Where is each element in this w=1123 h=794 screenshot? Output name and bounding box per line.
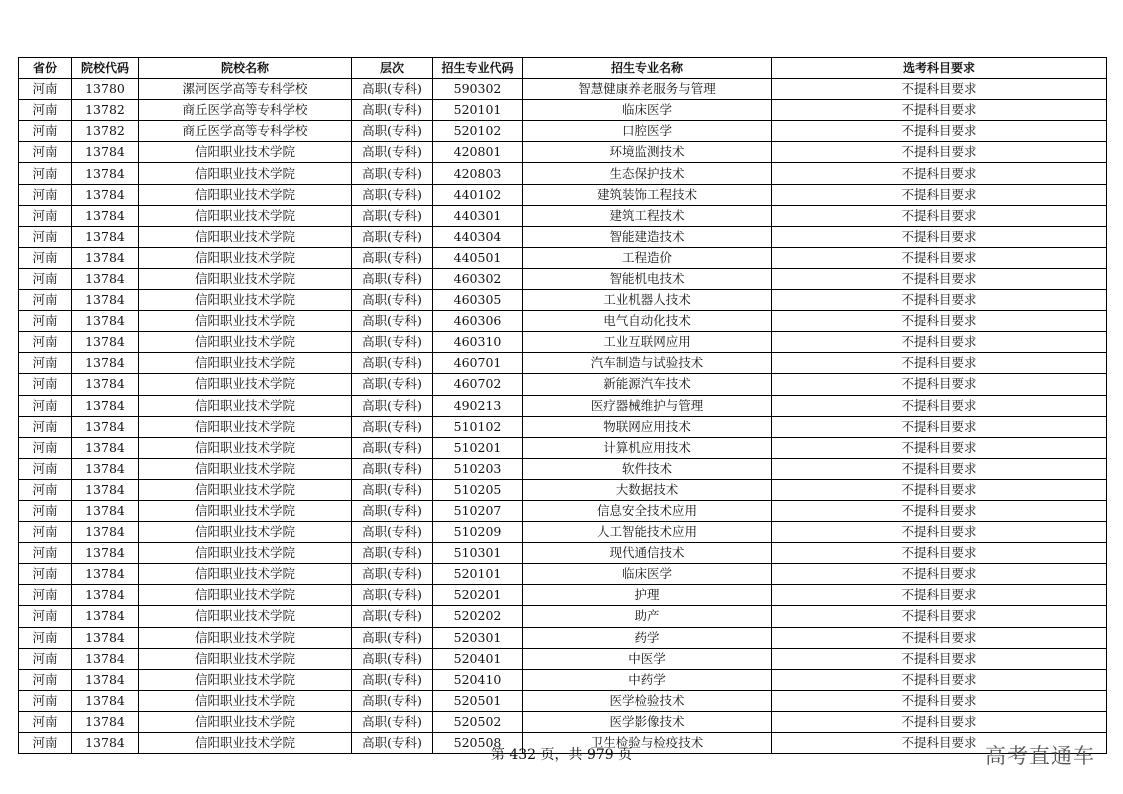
- cell-school-name: 信阳职业技术学院: [139, 416, 352, 437]
- cell-province: 河南: [19, 163, 72, 184]
- cell-subject-requirement: 不提科目要求: [772, 669, 1107, 690]
- cell-major-code: 420801: [433, 142, 523, 163]
- table-row: [19, 184, 1107, 205]
- cell-level: 高职(专科): [352, 311, 433, 332]
- cell-major-code: 520101: [433, 100, 523, 121]
- table-row: [19, 479, 1107, 500]
- table-row: [19, 100, 1107, 121]
- cell-school-name: 信阳职业技术学院: [139, 543, 352, 564]
- cell-level: 高职(专科): [352, 416, 433, 437]
- cell-school-name: 信阳职业技术学院: [139, 374, 352, 395]
- cell-school-code: 13780: [72, 79, 139, 100]
- cell-school-name: 信阳职业技术学院: [139, 585, 352, 606]
- table-row: [19, 121, 1107, 142]
- cell-major-name: 人工智能技术应用: [523, 522, 772, 543]
- cell-major-code: 440304: [433, 226, 523, 247]
- cell-province: 河南: [19, 247, 72, 268]
- header-major-name: 招生专业名称: [523, 58, 772, 79]
- cell-subject-requirement: 不提科目要求: [772, 690, 1107, 711]
- cell-school-code: 13784: [72, 247, 139, 268]
- cell-level: 高职(专科): [352, 585, 433, 606]
- cell-school-code: 13784: [72, 142, 139, 163]
- cell-school-code: 13784: [72, 479, 139, 500]
- cell-school-name: 信阳职业技术学院: [139, 690, 352, 711]
- table-row: [19, 458, 1107, 479]
- cell-school-code: 13784: [72, 332, 139, 353]
- cell-major-code: 440501: [433, 247, 523, 268]
- table-row: [19, 543, 1107, 564]
- cell-subject-requirement: 不提科目要求: [772, 79, 1107, 100]
- cell-major-name: 口腔医学: [523, 121, 772, 142]
- cell-level: 高职(专科): [352, 479, 433, 500]
- cell-school-name: 信阳职业技术学院: [139, 184, 352, 205]
- cell-province: 河南: [19, 290, 72, 311]
- cell-province: 河南: [19, 669, 72, 690]
- cell-subject-requirement: 不提科目要求: [772, 100, 1107, 121]
- cell-province: 河南: [19, 205, 72, 226]
- cell-province: 河南: [19, 522, 72, 543]
- table-row: [19, 353, 1107, 374]
- cell-school-code: 13784: [72, 437, 139, 458]
- cell-level: 高职(专科): [352, 184, 433, 205]
- cell-major-code: 510102: [433, 416, 523, 437]
- cell-school-code: 13784: [72, 205, 139, 226]
- table-row: [19, 268, 1107, 289]
- cell-province: 河南: [19, 479, 72, 500]
- cell-major-name: 物联网应用技术: [523, 416, 772, 437]
- cell-school-name: 信阳职业技术学院: [139, 522, 352, 543]
- cell-school-code: 13784: [72, 606, 139, 627]
- table-row: [19, 522, 1107, 543]
- cell-school-code: 13784: [72, 669, 139, 690]
- table-header-row: [19, 58, 1107, 79]
- cell-province: 河南: [19, 226, 72, 247]
- cell-major-name: 药学: [523, 627, 772, 648]
- enrollment-table: [18, 57, 1107, 754]
- cell-major-code: 520202: [433, 606, 523, 627]
- cell-school-code: 13784: [72, 733, 139, 754]
- cell-level: 高职(专科): [352, 142, 433, 163]
- cell-province: 河南: [19, 353, 72, 374]
- cell-school-code: 13782: [72, 100, 139, 121]
- cell-school-name: 信阳职业技术学院: [139, 353, 352, 374]
- cell-school-name: 信阳职业技术学院: [139, 648, 352, 669]
- cell-school-name: 信阳职业技术学院: [139, 247, 352, 268]
- cell-school-name: 信阳职业技术学院: [139, 311, 352, 332]
- cell-major-code: 510301: [433, 543, 523, 564]
- cell-level: 高职(专科): [352, 247, 433, 268]
- cell-province: 河南: [19, 374, 72, 395]
- cell-major-name: 中药学: [523, 669, 772, 690]
- cell-school-name: 信阳职业技术学院: [139, 458, 352, 479]
- cell-level: 高职(专科): [352, 332, 433, 353]
- cell-subject-requirement: 不提科目要求: [772, 121, 1107, 142]
- cell-subject-requirement: 不提科目要求: [772, 247, 1107, 268]
- cell-province: 河南: [19, 100, 72, 121]
- cell-school-name: 信阳职业技术学院: [139, 711, 352, 732]
- cell-major-code: 460702: [433, 374, 523, 395]
- cell-school-code: 13784: [72, 458, 139, 479]
- cell-major-code: 460306: [433, 311, 523, 332]
- cell-province: 河南: [19, 690, 72, 711]
- cell-major-code: 460701: [433, 353, 523, 374]
- cell-subject-requirement: 不提科目要求: [772, 205, 1107, 226]
- cell-province: 河南: [19, 564, 72, 585]
- cell-province: 河南: [19, 606, 72, 627]
- cell-school-code: 13784: [72, 522, 139, 543]
- cell-school-name: 信阳职业技术学院: [139, 606, 352, 627]
- cell-school-code: 13784: [72, 500, 139, 521]
- cell-major-name: 临床医学: [523, 100, 772, 121]
- cell-level: 高职(专科): [352, 522, 433, 543]
- table-row: [19, 711, 1107, 732]
- cell-subject-requirement: 不提科目要求: [772, 290, 1107, 311]
- cell-major-name: 医学影像技术: [523, 711, 772, 732]
- cell-major-code: 490213: [433, 395, 523, 416]
- cell-province: 河南: [19, 648, 72, 669]
- cell-school-code: 13784: [72, 543, 139, 564]
- table-row: [19, 669, 1107, 690]
- table-row: [19, 142, 1107, 163]
- cell-subject-requirement: 不提科目要求: [772, 142, 1107, 163]
- cell-major-code: 440102: [433, 184, 523, 205]
- cell-school-name: 信阳职业技术学院: [139, 437, 352, 458]
- cell-major-name: 大数据技术: [523, 479, 772, 500]
- cell-subject-requirement: 不提科目要求: [772, 711, 1107, 732]
- cell-school-code: 13784: [72, 163, 139, 184]
- table-row: [19, 416, 1107, 437]
- cell-subject-requirement: 不提科目要求: [772, 458, 1107, 479]
- cell-level: 高职(专科): [352, 353, 433, 374]
- cell-level: 高职(专科): [352, 606, 433, 627]
- cell-major-code: 520401: [433, 648, 523, 669]
- cell-major-code: 520508: [433, 733, 523, 754]
- table-row: [19, 311, 1107, 332]
- cell-major-name: 工业互联网应用: [523, 332, 772, 353]
- cell-province: 河南: [19, 500, 72, 521]
- cell-major-name: 环境监测技术: [523, 142, 772, 163]
- cell-school-name: 信阳职业技术学院: [139, 268, 352, 289]
- cell-school-code: 13784: [72, 290, 139, 311]
- cell-level: 高职(专科): [352, 690, 433, 711]
- cell-school-name: 信阳职业技术学院: [139, 669, 352, 690]
- cell-level: 高职(专科): [352, 205, 433, 226]
- cell-level: 高职(专科): [352, 290, 433, 311]
- table-row: [19, 648, 1107, 669]
- cell-major-name: 智能机电技术: [523, 268, 772, 289]
- cell-subject-requirement: 不提科目要求: [772, 226, 1107, 247]
- cell-major-name: 医学检验技术: [523, 690, 772, 711]
- cell-major-code: 460305: [433, 290, 523, 311]
- cell-school-code: 13784: [72, 711, 139, 732]
- table-row: [19, 290, 1107, 311]
- table-row: [19, 627, 1107, 648]
- cell-major-code: 520101: [433, 564, 523, 585]
- cell-major-name: 计算机应用技术: [523, 437, 772, 458]
- cell-subject-requirement: 不提科目要求: [772, 437, 1107, 458]
- cell-level: 高职(专科): [352, 163, 433, 184]
- cell-subject-requirement: 不提科目要求: [772, 500, 1107, 521]
- cell-level: 高职(专科): [352, 627, 433, 648]
- cell-major-name: 电气自动化技术: [523, 311, 772, 332]
- table-row: [19, 332, 1107, 353]
- header-major-code: 招生专业代码: [433, 58, 523, 79]
- cell-school-name: 信阳职业技术学院: [139, 627, 352, 648]
- cell-major-code: 420803: [433, 163, 523, 184]
- cell-level: 高职(专科): [352, 395, 433, 416]
- table-row: [19, 585, 1107, 606]
- cell-major-name: 建筑工程技术: [523, 205, 772, 226]
- cell-major-name: 汽车制造与试验技术: [523, 353, 772, 374]
- cell-province: 河南: [19, 184, 72, 205]
- table-row: [19, 226, 1107, 247]
- cell-school-name: 信阳职业技术学院: [139, 205, 352, 226]
- enrollment-table-container: [18, 57, 1106, 754]
- cell-level: 高职(专科): [352, 458, 433, 479]
- cell-school-code: 13784: [72, 226, 139, 247]
- table-row: [19, 374, 1107, 395]
- table-body: [19, 79, 1107, 754]
- cell-major-name: 信息安全技术应用: [523, 500, 772, 521]
- cell-school-code: 13784: [72, 353, 139, 374]
- cell-level: 高职(专科): [352, 374, 433, 395]
- cell-school-code: 13784: [72, 690, 139, 711]
- cell-major-code: 510209: [433, 522, 523, 543]
- cell-major-name: 生态保护技术: [523, 163, 772, 184]
- cell-major-name: 工业机器人技术: [523, 290, 772, 311]
- cell-school-name: 信阳职业技术学院: [139, 500, 352, 521]
- cell-subject-requirement: 不提科目要求: [772, 733, 1107, 754]
- cell-school-code: 13784: [72, 395, 139, 416]
- cell-province: 河南: [19, 395, 72, 416]
- cell-subject-requirement: 不提科目要求: [772, 163, 1107, 184]
- cell-subject-requirement: 不提科目要求: [772, 522, 1107, 543]
- cell-subject-requirement: 不提科目要求: [772, 311, 1107, 332]
- cell-subject-requirement: 不提科目要求: [772, 627, 1107, 648]
- cell-school-name: 信阳职业技术学院: [139, 142, 352, 163]
- cell-school-code: 13784: [72, 627, 139, 648]
- cell-school-code: 13784: [72, 184, 139, 205]
- cell-major-name: 中医学: [523, 648, 772, 669]
- cell-level: 高职(专科): [352, 733, 433, 754]
- cell-major-name: 建筑装饰工程技术: [523, 184, 772, 205]
- cell-province: 河南: [19, 79, 72, 100]
- table-row: [19, 205, 1107, 226]
- cell-level: 高职(专科): [352, 268, 433, 289]
- cell-subject-requirement: 不提科目要求: [772, 585, 1107, 606]
- cell-major-code: 520301: [433, 627, 523, 648]
- cell-subject-requirement: 不提科目要求: [772, 416, 1107, 437]
- cell-major-code: 510203: [433, 458, 523, 479]
- cell-major-code: 520501: [433, 690, 523, 711]
- cell-subject-requirement: 不提科目要求: [772, 648, 1107, 669]
- cell-school-name: 商丘医学高等专科学校: [139, 100, 352, 121]
- cell-school-name: 商丘医学高等专科学校: [139, 121, 352, 142]
- table-row: [19, 606, 1107, 627]
- cell-school-code: 13784: [72, 374, 139, 395]
- cell-level: 高职(专科): [352, 79, 433, 100]
- cell-province: 河南: [19, 437, 72, 458]
- cell-school-name: 信阳职业技术学院: [139, 226, 352, 247]
- cell-province: 河南: [19, 733, 72, 754]
- cell-subject-requirement: 不提科目要求: [772, 606, 1107, 627]
- cell-major-name: 现代通信技术: [523, 543, 772, 564]
- header-province: 省份: [19, 58, 72, 79]
- table-row: [19, 500, 1107, 521]
- cell-level: 高职(专科): [352, 711, 433, 732]
- cell-province: 河南: [19, 332, 72, 353]
- cell-province: 河南: [19, 311, 72, 332]
- cell-subject-requirement: 不提科目要求: [772, 374, 1107, 395]
- cell-school-name: 信阳职业技术学院: [139, 163, 352, 184]
- cell-level: 高职(专科): [352, 648, 433, 669]
- cell-major-name: 临床医学: [523, 564, 772, 585]
- cell-school-name: 漯河医学高等专科学校: [139, 79, 352, 100]
- cell-subject-requirement: 不提科目要求: [772, 395, 1107, 416]
- cell-province: 河南: [19, 121, 72, 142]
- cell-level: 高职(专科): [352, 121, 433, 142]
- page-number: 第 432 页，共 979 页: [490, 747, 633, 763]
- cell-major-code: 510205: [433, 479, 523, 500]
- header-school-code: 院校代码: [72, 58, 139, 79]
- table-row: [19, 395, 1107, 416]
- cell-level: 高职(专科): [352, 226, 433, 247]
- cell-major-code: 590302: [433, 79, 523, 100]
- cell-major-code: 520201: [433, 585, 523, 606]
- cell-province: 河南: [19, 585, 72, 606]
- cell-school-name: 信阳职业技术学院: [139, 290, 352, 311]
- header-subject-requirement: 选考科目要求: [772, 58, 1107, 79]
- cell-major-name: 智慧健康养老服务与管理: [523, 79, 772, 100]
- cell-level: 高职(专科): [352, 437, 433, 458]
- header-school-name: 院校名称: [139, 58, 352, 79]
- cell-subject-requirement: 不提科目要求: [772, 268, 1107, 289]
- cell-level: 高职(专科): [352, 564, 433, 585]
- cell-major-name: 软件技术: [523, 458, 772, 479]
- cell-school-name: 信阳职业技术学院: [139, 332, 352, 353]
- header-level: 层次: [352, 58, 433, 79]
- cell-major-code: 440301: [433, 205, 523, 226]
- table-row: [19, 163, 1107, 184]
- cell-province: 河南: [19, 458, 72, 479]
- cell-subject-requirement: 不提科目要求: [772, 564, 1107, 585]
- cell-major-name: 助产: [523, 606, 772, 627]
- cell-province: 河南: [19, 711, 72, 732]
- cell-major-name: 智能建造技术: [523, 226, 772, 247]
- cell-level: 高职(专科): [352, 669, 433, 690]
- cell-major-code: 510207: [433, 500, 523, 521]
- table-row: [19, 564, 1107, 585]
- cell-major-name: 工程造价: [523, 247, 772, 268]
- cell-major-code: 520410: [433, 669, 523, 690]
- cell-school-code: 13784: [72, 564, 139, 585]
- cell-major-name: 护理: [523, 585, 772, 606]
- table-row: [19, 247, 1107, 268]
- watermark-logo-text: 高考直通车: [985, 744, 1095, 768]
- cell-province: 河南: [19, 543, 72, 564]
- cell-subject-requirement: 不提科目要求: [772, 543, 1107, 564]
- cell-level: 高职(专科): [352, 500, 433, 521]
- cell-province: 河南: [19, 416, 72, 437]
- cell-school-code: 13784: [72, 648, 139, 669]
- cell-subject-requirement: 不提科目要求: [772, 332, 1107, 353]
- cell-school-code: 13784: [72, 268, 139, 289]
- cell-province: 河南: [19, 142, 72, 163]
- cell-major-name: 卫生检验与检疫技术: [523, 733, 772, 754]
- cell-province: 河南: [19, 627, 72, 648]
- cell-subject-requirement: 不提科目要求: [772, 184, 1107, 205]
- cell-school-code: 13784: [72, 416, 139, 437]
- cell-province: 河南: [19, 268, 72, 289]
- cell-school-name: 信阳职业技术学院: [139, 733, 352, 754]
- cell-subject-requirement: 不提科目要求: [772, 353, 1107, 374]
- cell-major-code: 460310: [433, 332, 523, 353]
- cell-major-code: 520502: [433, 711, 523, 732]
- cell-school-name: 信阳职业技术学院: [139, 479, 352, 500]
- cell-major-name: 医疗器械维护与管理: [523, 395, 772, 416]
- cell-major-code: 510201: [433, 437, 523, 458]
- table-row: [19, 79, 1107, 100]
- cell-subject-requirement: 不提科目要求: [772, 479, 1107, 500]
- cell-major-code: 460302: [433, 268, 523, 289]
- table-row: [19, 690, 1107, 711]
- table-row: [19, 437, 1107, 458]
- cell-school-name: 信阳职业技术学院: [139, 564, 352, 585]
- cell-school-code: 13784: [72, 311, 139, 332]
- cell-major-code: 520102: [433, 121, 523, 142]
- cell-level: 高职(专科): [352, 100, 433, 121]
- cell-school-code: 13782: [72, 121, 139, 142]
- cell-school-name: 信阳职业技术学院: [139, 395, 352, 416]
- cell-level: 高职(专科): [352, 543, 433, 564]
- cell-major-name: 新能源汽车技术: [523, 374, 772, 395]
- cell-school-code: 13784: [72, 585, 139, 606]
